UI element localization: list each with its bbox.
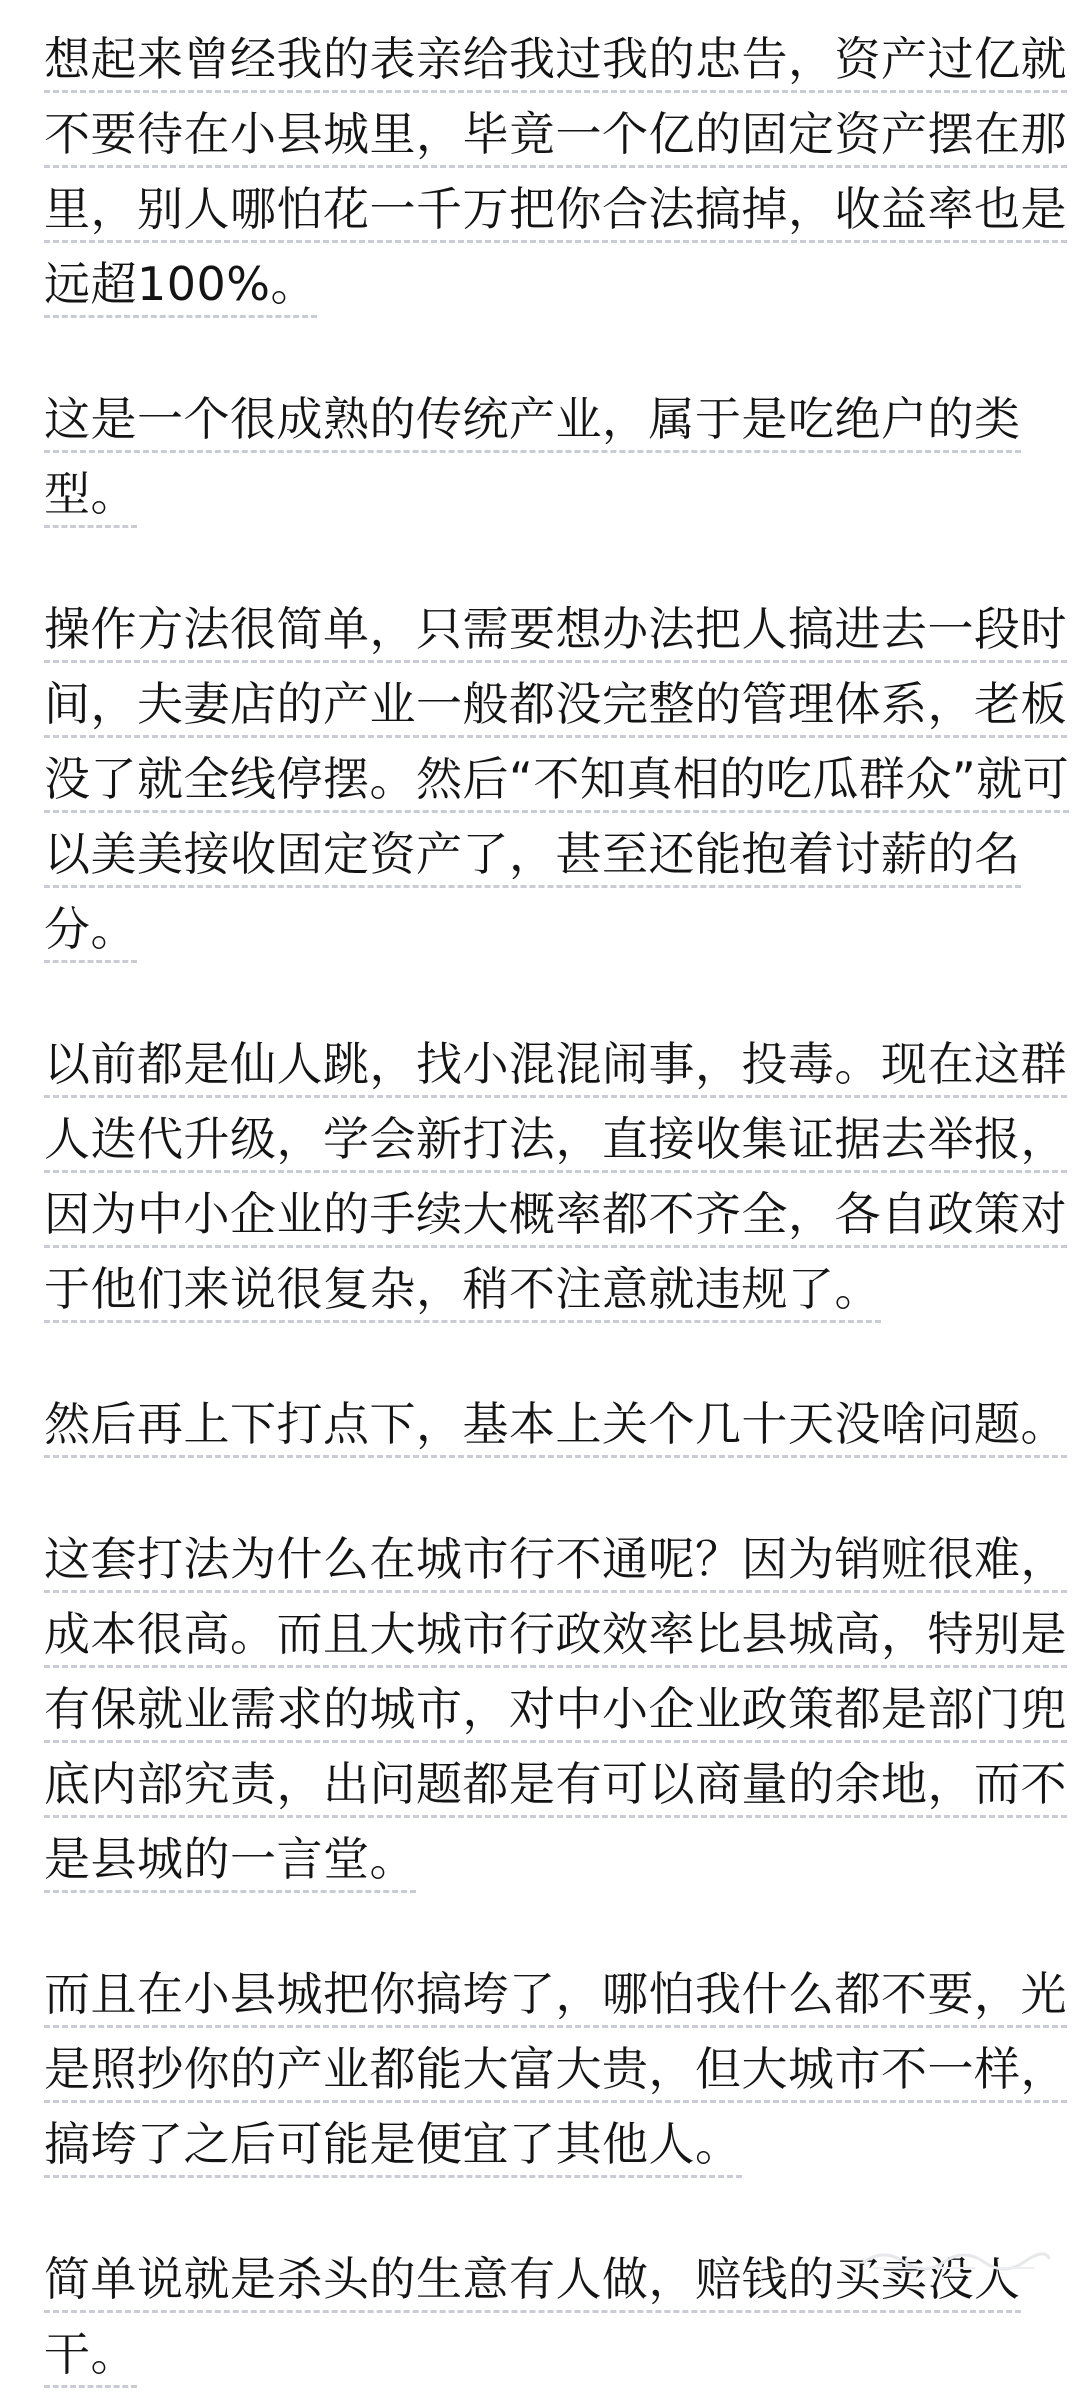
text-line: 间，夫妻店的产业一般都没完整的管理体系，老板	[44, 677, 1067, 738]
paragraph	[44, 1031, 1067, 1331]
text-line: 是照抄你的产业都能大富大贵，但大城市不一样，	[44, 2042, 1067, 2103]
text-line: 然后再上下打点下，基本上关个几十天没啥问题。	[44, 1397, 1067, 1458]
text-line: 不要待在小县城里，毕竟一个亿的固定资产摆在那	[44, 107, 1067, 168]
paragraph	[44, 26, 1067, 326]
watermark-icon	[854, 2240, 1054, 2274]
text-line: 人迭代升级，学会新打法，直接收集证据去举报，	[44, 1112, 1067, 1173]
text-line: 想起来曾经我的表亲给我过我的忠告，资产过亿就	[44, 32, 1067, 93]
text-line: 简单说就是杀头的生意有人做，赔钱的买卖没人	[44, 2252, 1021, 2313]
text-line: 里，别人哪怕花一千万把你合法搞掉，收益率也是	[44, 182, 1067, 243]
paragraph	[44, 1526, 1067, 1901]
text-line: 底内部究责，出问题都是有可以商量的余地，而不	[44, 1757, 1067, 1818]
paragraph	[44, 596, 1070, 971]
text-line: 这是一个很成熟的传统产业，属于是吃绝户的类	[44, 392, 1021, 453]
article-body	[44, 26, 1070, 2396]
text-line: 型。	[44, 467, 137, 528]
paragraph	[44, 386, 1044, 536]
text-line: 是县城的一言堂。	[44, 1832, 416, 1893]
text-line: 搞垮了之后可能是便宜了其他人。	[44, 2117, 742, 2178]
text-line: 成本很高。而且大城市行政效率比县城高，特别是	[44, 1607, 1067, 1668]
text-line: 干。	[44, 2327, 137, 2388]
text-line: 没了就全线停摆。然后“不知真相的吃瓜群众”就可	[44, 752, 1069, 813]
text-line: 以美美接收固定资产了，甚至还能抱着讨薪的名	[44, 827, 1021, 888]
text-line: 远超100%。	[44, 257, 317, 318]
text-line: 以前都是仙人跳，找小混混闹事，投毒。现在这群	[44, 1037, 1067, 1098]
text-line: 操作方法很简单，只需要想办法把人搞进去一段时	[44, 602, 1067, 663]
paragraph	[44, 1391, 1067, 1466]
text-line: 而且在小县城把你搞垮了，哪怕我什么都不要，光	[44, 1967, 1067, 2028]
text-line: 这套打法为什么在城市行不通呢？因为销赃很难，	[44, 1532, 1067, 1593]
text-line: 因为中小企业的手续大概率都不齐全，各自政策对	[44, 1187, 1067, 1248]
text-line: 有保就业需求的城市，对中小企业政策都是部门兜	[44, 1682, 1067, 1743]
text-line: 分。	[44, 902, 137, 963]
paragraph	[44, 1961, 1067, 2186]
text-line: 于他们来说很复杂，稍不注意就违规了。	[44, 1262, 881, 1323]
